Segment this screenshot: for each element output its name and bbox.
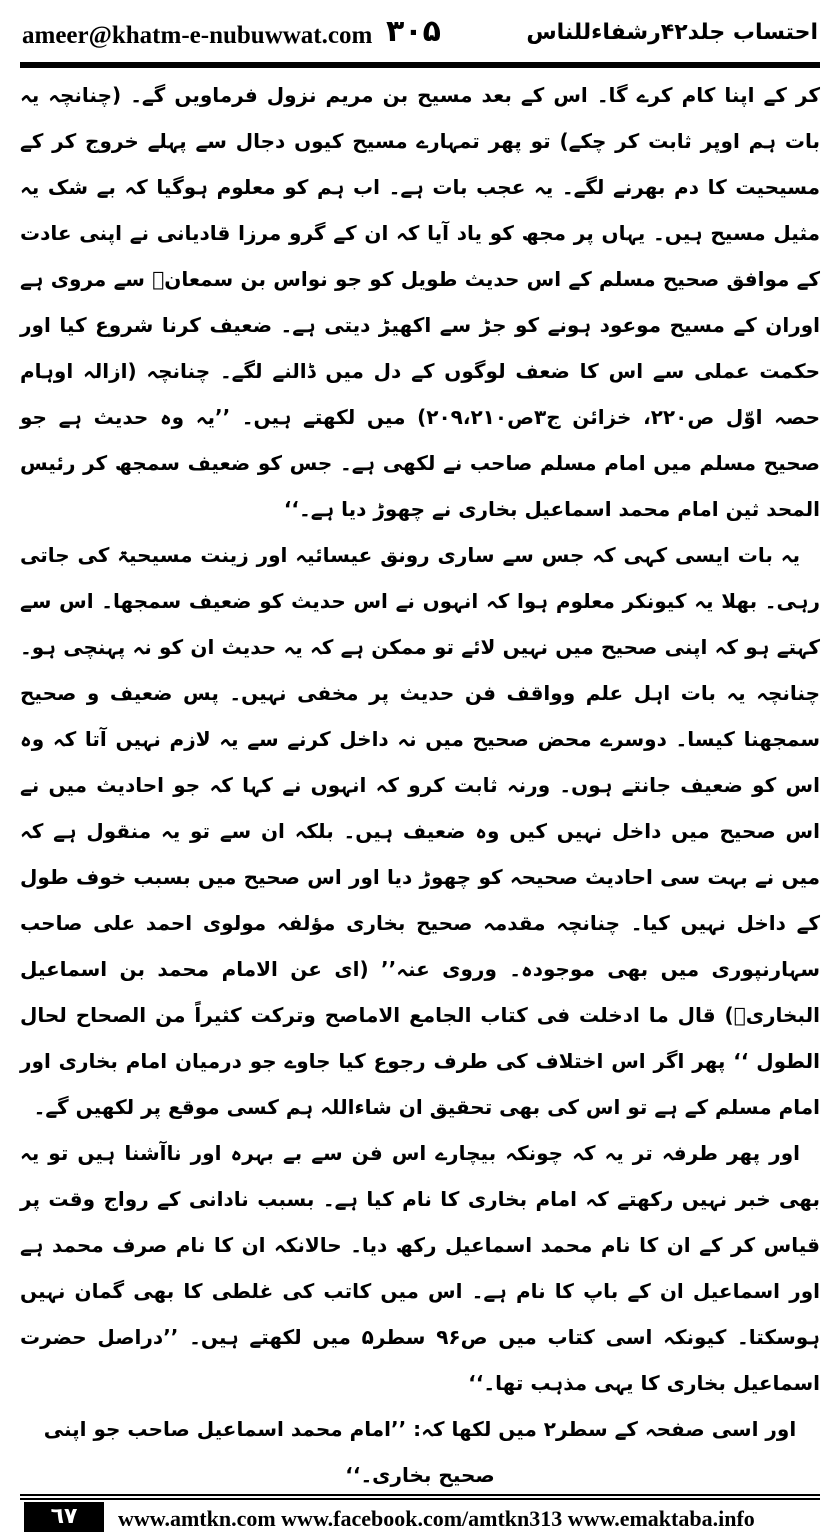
paragraph-3: اور پھر طرفہ تر یہ کہ چونکہ بیچارے اس فن سے بے بہرہ اور ناآشنا ہیں تو یہ بھی خبر نہیں رکھتے کہ امام بخاری کا نام کیا ہے۔ بسبب نادانی کے رواج وقت پر قیاس کر کے ان کا نام محمد اسماعیل رکھ دیا۔ حالانکہ ان کا نام صرف محمد ہے اور اسماعیل ان کے باپ کا نام ہے۔ اس میں کاتب کی غلطی کا بھی گمان نہیں ہوسکتا۔ کیونکہ اسی کتاب میں ص۹۶ سطر۵ میں لکھتے ہیں۔ ’’دراصل حضرت اسماعیل بخاری کا یہی مذہب تھا۔‘‘ [20, 1141, 820, 1395]
header-email: ameer@khatm-e-nubuwwat.com [22, 22, 373, 49]
paragraph-1: کر کے اپنا کام کرے گا۔ اس کے بعد مسیح بن مریم نزول فرماویں گے۔ (چنانچہ یہ بات ہم اوپر ثابت کر چکے) تو پھر تمہارے مسیح کیوں دجال سے پہلے خروج کر کے مسیحیت کا دم بھرنے لگے۔ یہ عجب بات ہے۔ اب ہم کو معلوم ہوگیا کہ بے شک یہ مثیل مسیح ہیں۔ یہاں پر مجھ کو یاد آیا کہ ان کے گرو مرزا قادیانی نے اپنی عادت کے موافق صحیح مسلم کے اس حدیث طویل کو جو نواس بن سمعانؓ سے مروی ہے اوران کے مسیح موعود ہونے کو جڑ سے اکھیڑ دیتی ہے۔ ضعیف کرنا شروع کیا اور حکمت عملی سے اس کا ضعف لوگوں کے دل میں ڈالنے لگے۔ چنانچہ (ازالہ اوہام حصہ اوّل ص۲۲۰، خزائن ج۳ص۲۰۹،۲۱۰) میں لکھتے ہیں۔ ’’یہ وہ حدیث ہے جو صحیح مسلم میں امام مسلم صاحب نے لکھی ہے۔ جس کو ضعیف سمجھ کر رئیس المحد ثین امام محمد اسماعیل بخاری نے چھوڑ دیا ہے۔‘‘ [20, 83, 821, 521]
page-body [20, 72, 821, 1487]
header-page-number: ۳۰۵ [386, 14, 441, 49]
footer-links: www.amtkn.com www.facebook.com/amtkn313 www.emaktaba.info [118, 1506, 755, 1531]
page-footer [0, 1494, 840, 1540]
footer-rule-bottom [20, 1498, 820, 1500]
paragraph-2: یہ بات ایسی کہی کہ جس سے ساری رونق عیسائیہ اور زینت مسیحیۃ کی جاتی رہی۔ بھلا یہ کیونکر معلوم ہوا کہ انہوں نے اس حدیث کو ضعیف سمجھا۔ اس سے کہتے ہو کہ اپنی صحیح میں نہیں لائے تو ممکن ہے کہ یہ حدیث ان کو نہ پہنچی ہو۔ چنانچہ یہ بات اہل علم وواقف فن حدیث پر مخفی نہیں۔ پس ضعیف و صحیح سمجھنا کیسا۔ دوسرے محض صحیح میں نہ داخل کرنے سے یہ لازم نہیں آتا کہ وہ اس کو ضعیف جانتے ہوں۔ ورنہ ثابت کرو کہ انہوں نے کہا کہ جو احادیث میں نے اس صحیح میں داخل نہیں کیں وہ ضعیف ہیں۔ بلکہ ان سے تو یہ منقول ہے کہ میں نے بہت سی احادیث صحیحہ کو چھوڑ دیا اور اس صحیح میں بسبب خوف طول کے داخل نہیں کیا۔ چنانچہ مقدمہ صحیح بخاری مؤلفہ مولوی احمد علی صاحب سہارنپوری میں بھی موجودہ۔ وروی عنہ’’ (ای عن الامام محمد بن اسماعیل البخاریؒ) قال ما ادخلت فی کتاب الجامع الاماصح وترکت کثیراً من الصحاح لحال الطول ‘‘ پھر اگر اس اختلاف کی طرف رجوع کیا جاوے جو درمیان امام بخاری اور امام مسلم کے ہے تو اس کی بھی تحقیق ان شاءاللہ ہم کسی موقع پر لکھیں گے۔ [20, 543, 820, 1119]
page-header [0, 0, 840, 62]
header-rule [20, 62, 820, 68]
footer-page-number: ٦٧ [24, 1502, 104, 1532]
footer-rule-top [20, 1494, 820, 1496]
paragraph-4: اور اسی صفحہ کے سطر۲ میں لکھا کہ: ’’امام محمد اسماعیل صاحب جو اپنی صحیح بخاری۔‘‘ [43, 1417, 797, 1487]
header-book-title: احتساب جلد۴۲رشفاءللناس [526, 20, 818, 45]
